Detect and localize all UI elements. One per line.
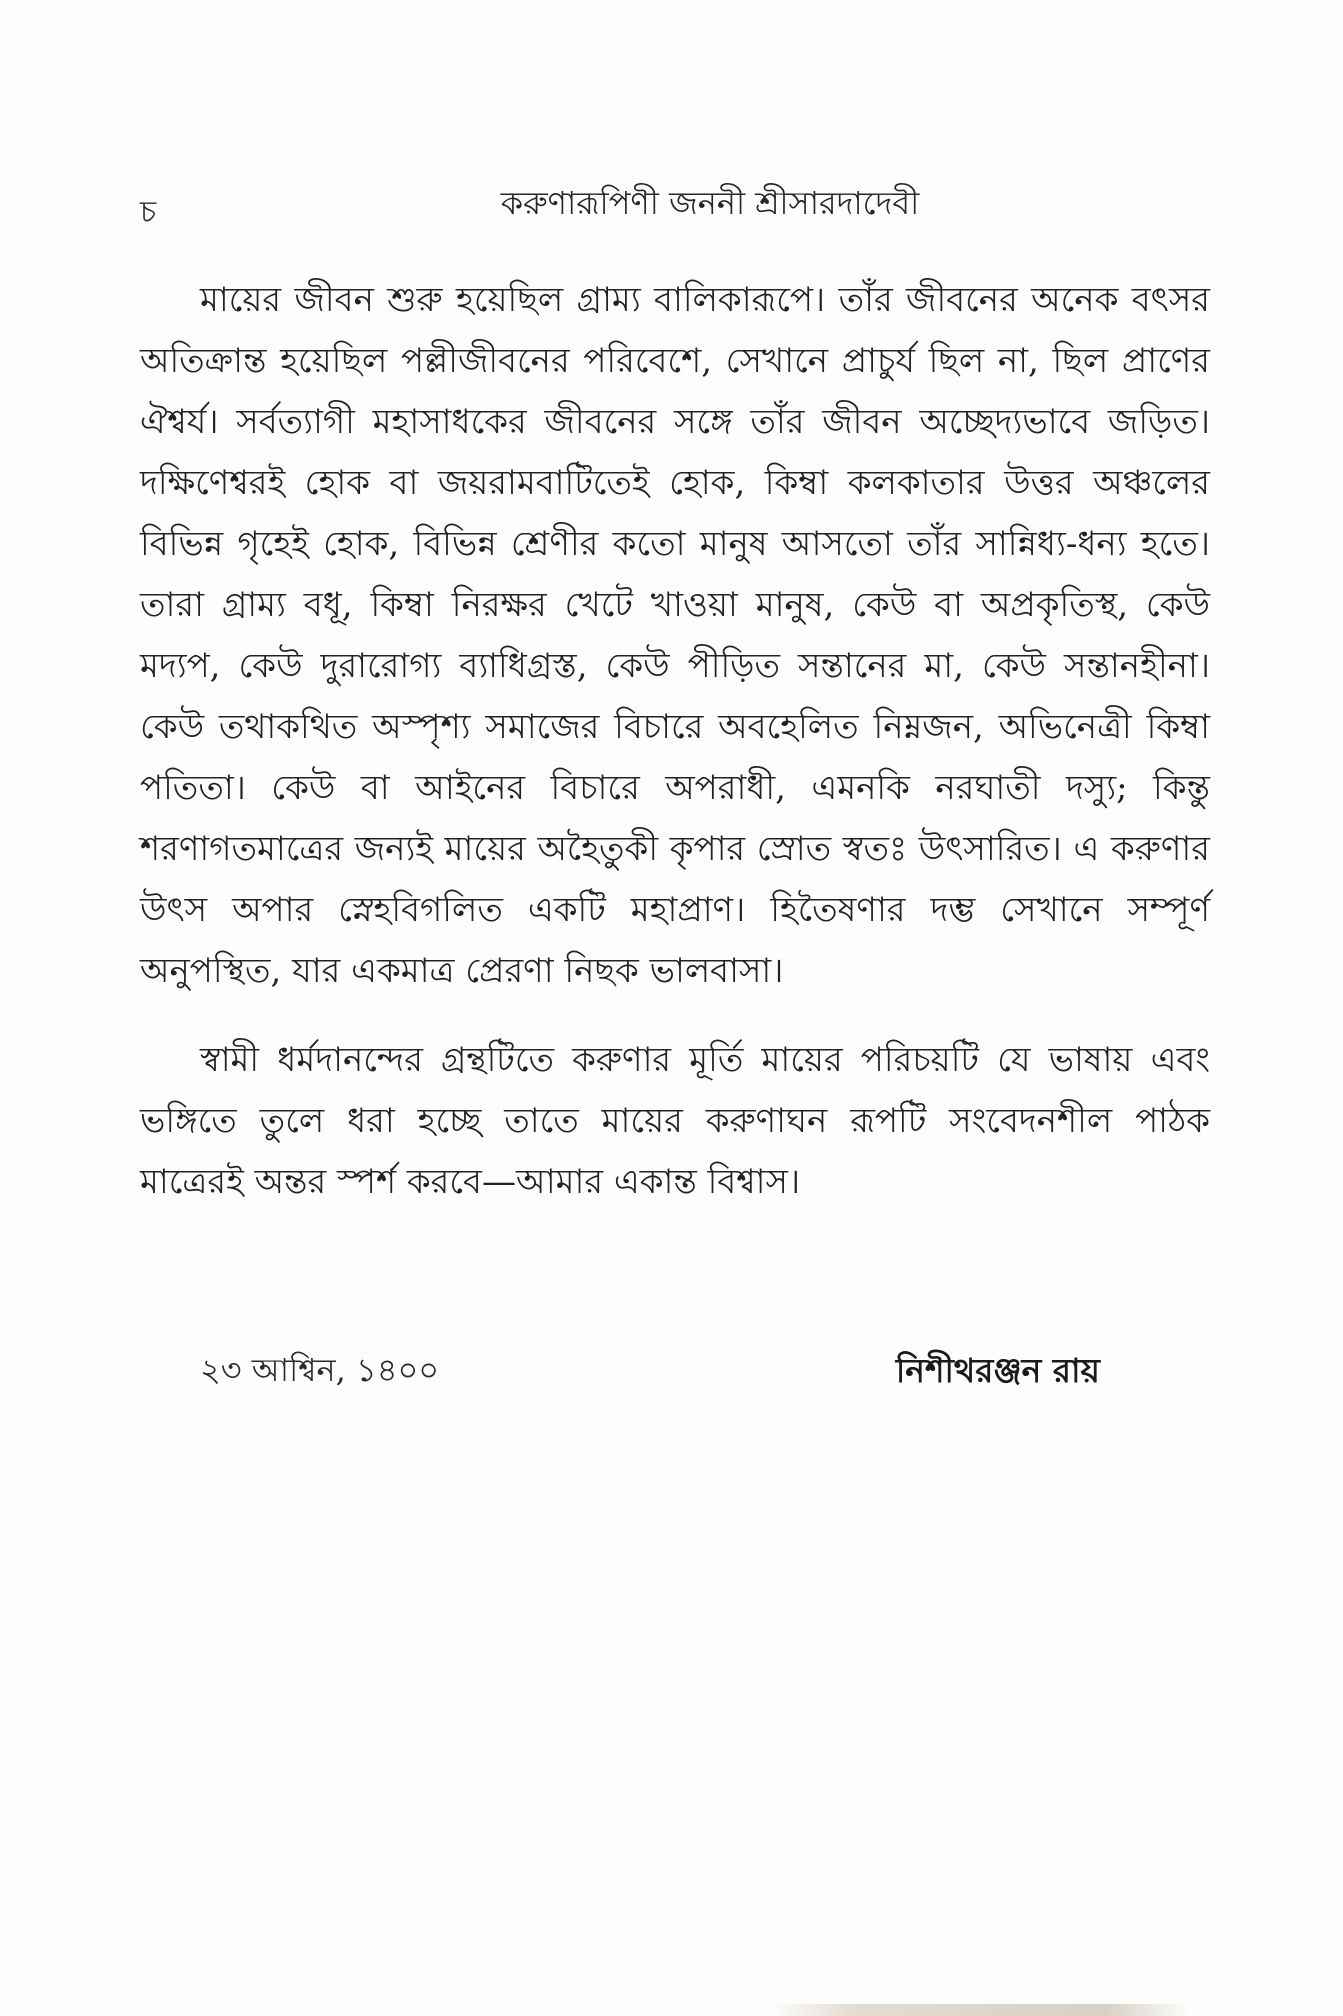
page-number: চ	[140, 195, 157, 230]
body-text	[140, 270, 1210, 1241]
paragraph-2: স্বামী ধর্মদানন্দের গ্রন্থটিতে করুণার মূর্তি মায়ের পরিচয়টি যে ভাষায় এবং ভঙ্গিতে তুলে ধরা হচ্ছে তাতে মায়ের করুণাঘন রূপটি সংবেদনশীল পাঠক মাত্রেরই অন্তর স্পর্শ করবে—আমার একান্ত বিশ্বাস।	[140, 1040, 1210, 1202]
running-title: করুণারূপিণী জননী শ্রীসারদাদেবী	[500, 184, 920, 222]
date: ২৩ আশ্বিন, ১৪০০	[200, 1351, 440, 1389]
author-signature: নিশীথরঞ্জন রায়	[895, 1351, 1100, 1390]
paragraph-1: মায়ের জীবন শুরু হয়েছিল গ্রাম্য বালিকারূপে। তাঁর জীবনের অনেক বৎসর অতিক্রান্ত হয়েছিল পল্লীজীবনের পরিবেশে, সেখানে প্রাচুর্য ছিল না, ছিল প্রাণের ঐশ্বর্য। সর্বত্যাগী মহাসাধকের জীবনের সঙ্গে তাঁর জীবন অচ্ছেদ্যভাবে জড়িত। দক্ষিণেশ্বরই হোক বা জয়রামবাটিতেই হোক, কিম্বা কলকাতার উত্তর অঞ্চলের বিভিন্ন গৃহেই হোক, বিভিন্ন শ্রেণীর কতো মানুষ আসতো তাঁর সান্নিধ্য-ধন্য হতে। তারা গ্রাম্য বধূ, কিম্বা নিরক্ষর খেটে খাওয়া মানুষ, কেউ বা অপ্রকৃতিস্থ, কেউ মদ্যপ, কেউ দুরারোগ্য ব্যাধিগ্রস্ত, কেউ পীড়িত সন্তানের মা, কেউ সন্তানহীনা। কেউ তথাকথিত অস্পৃশ্য সমাজের বিচারে অবহেলিত নিম্নজন, অভিনেত্রী কিম্বা পতিতা। কেউ বা আইনের বিচারে অপরাধী, এমনকি নরঘাতী দস্যু; কিন্তু শরণাগতমাত্রের জন্যই মায়ের অহৈতুকী কৃপার স্রোত স্বতঃ উৎসারিত। এ করুণার উৎস অপার স্নেহবিগলিত একটি মহাপ্রাণ। হিতৈষণার দম্ভ সেখানে সম্পূর্ণ অনুপস্থিত, যার একমাত্র প্রেরণা নিছক ভালবাসা।	[140, 280, 1210, 991]
page-header	[140, 178, 1220, 228]
closing-line	[200, 1345, 1100, 1405]
paper-edge-smudge	[770, 2004, 1190, 2016]
